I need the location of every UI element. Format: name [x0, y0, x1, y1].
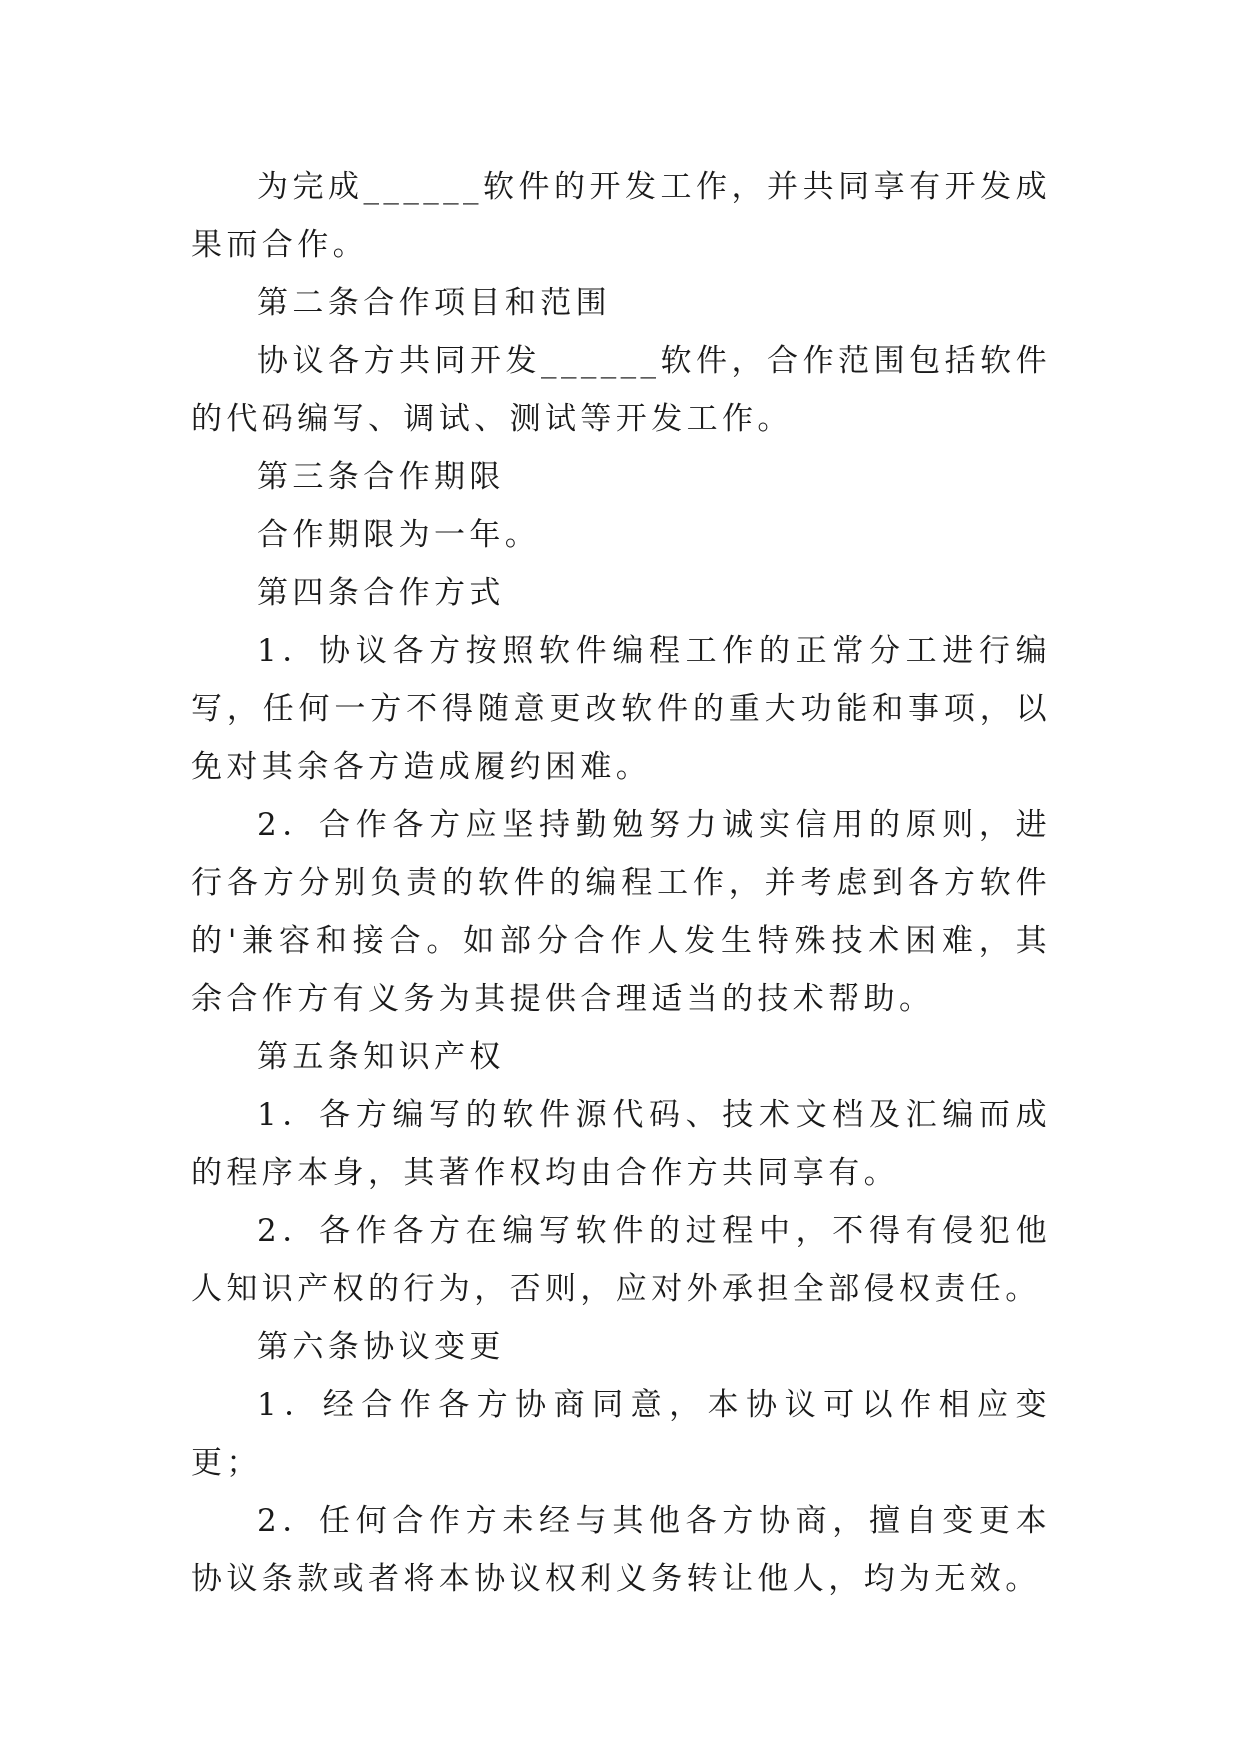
paragraph-change-2: 2．任何合作方未经与其他各方协商，擅自变更本协议条款或者将本协议权利义务转让他人，均为无效。 — [191, 1503, 1051, 1597]
heading-article-2: 第二条合作项目和范围 — [257, 285, 611, 321]
paragraph-ip-1: 1．各方编写的软件源代码、技术文档及汇编而成的程序本身，其著作权均由合作方共同享有。 — [191, 1097, 1051, 1191]
paragraph-change-1: 1．经合作各方协商同意，本协议可以作相应变更； — [191, 1387, 1051, 1481]
document-body — [191, 158, 1051, 1608]
heading-article-6: 第六条协议变更 — [257, 1329, 505, 1365]
heading-article-3: 第三条合作期限 — [257, 459, 505, 495]
paragraph-intro: 为完成______软件的开发工作，并共同享有开发成果而合作。 — [191, 169, 1051, 263]
paragraph-term: 合作期限为一年。 — [257, 517, 541, 553]
paragraph-scope: 协议各方共同开发______软件，合作范围包括软件的代码编写、调试、测试等开发工作。 — [191, 343, 1051, 437]
heading-article-5: 第五条知识产权 — [257, 1039, 505, 1075]
paragraph-ip-2: 2．各作各方在编写软件的过程中，不得有侵犯他人知识产权的行为，否则，应对外承担全部侵权责任。 — [191, 1213, 1051, 1307]
paragraph-method-2: 2．合作各方应坚持勤勉努力诚实信用的原则，进行各方分别负责的软件的编程工作，并考虑到各方软件的'兼容和接合。如部分合作人发生特殊技术困难，其余合作方有义务为其提供合理适当的技术帮助。 — [191, 807, 1051, 1017]
paragraph-method-1: 1．协议各方按照软件编程工作的正常分工进行编写，任何一方不得随意更改软件的重大功能和事项，以免对其余各方造成履约困难。 — [191, 633, 1051, 785]
heading-article-4: 第四条合作方式 — [257, 575, 505, 611]
